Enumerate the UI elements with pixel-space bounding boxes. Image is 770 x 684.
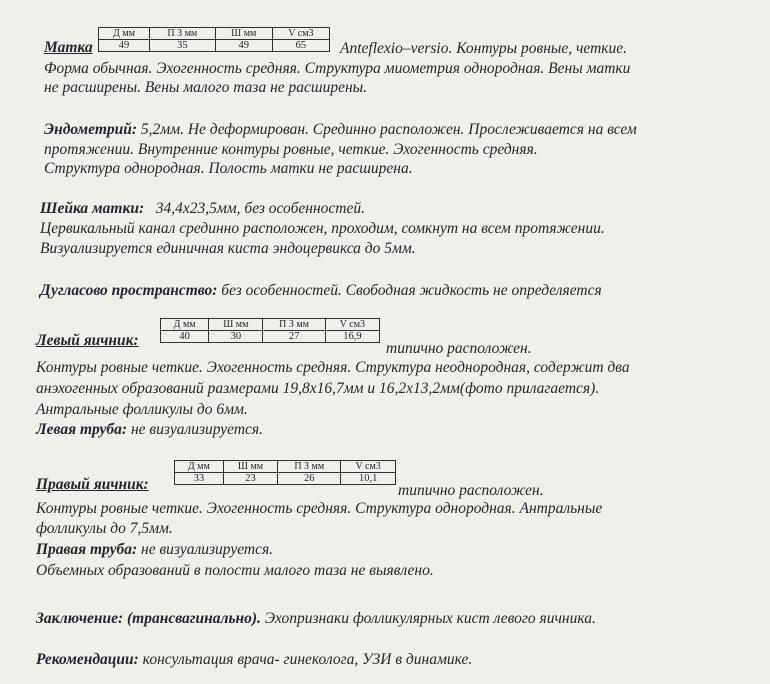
left-ovary-label: Левый яичник: bbox=[36, 332, 139, 349]
right-tube-text: не визуализируется. bbox=[141, 541, 274, 558]
table-cell: 27 bbox=[263, 331, 325, 343]
table-header: V см3 bbox=[341, 461, 396, 473]
table-header: П З мм bbox=[149, 28, 215, 40]
table-header: Д мм bbox=[175, 461, 224, 473]
uterus-line-2: Форма обычная. Эхогенность средняя. Структура миометрия однородная. Вены матки bbox=[44, 60, 631, 77]
table-header: V см3 bbox=[325, 319, 379, 331]
table-cell: 30 bbox=[209, 331, 263, 343]
conclusion-text: Эхопризнаки фолликулярных кист левого яичника. bbox=[264, 610, 596, 627]
table-header: П З мм bbox=[263, 319, 325, 331]
table-cell: 65 bbox=[272, 40, 329, 52]
right-ovary-measurements-table bbox=[174, 460, 396, 485]
endometrium-label: Эндометрий: bbox=[44, 121, 138, 138]
uterus-line-3: не расширены. Вены малого таза не расширены. bbox=[44, 79, 368, 96]
left-ovary-line-4: Антральные фолликулы до 6мм. bbox=[36, 401, 248, 418]
table-cell: 35 bbox=[149, 40, 215, 52]
endometrium-line-1: 5,2мм. Не деформирован. Срединно расположен. Прослеживается на всем bbox=[140, 121, 637, 138]
table-cell: 26 bbox=[278, 473, 341, 485]
table-cell: 49 bbox=[99, 40, 150, 52]
table-header: Ш мм bbox=[209, 319, 263, 331]
right-ovary-line-2: Контуры ровные четкие. Эхогенность средняя. Структура однородная. Антральные bbox=[36, 500, 603, 517]
table-header: Ш мм bbox=[215, 28, 272, 40]
conclusion-label: Заключение: (трансвагинально). bbox=[36, 610, 261, 627]
left-ovary-line-2: Контуры ровные четкие. Эхогенность средняя. Структура неоднородная, содержит два bbox=[36, 359, 630, 376]
table-cell: 33 bbox=[175, 473, 224, 485]
right-ovary-line-3: фолликулы до 7,5мм. bbox=[36, 520, 173, 537]
right-tube-label: Правая труба: bbox=[36, 541, 138, 558]
cervix-label: Шейка матки: bbox=[40, 200, 145, 217]
right-ovary-label: Правый яичник: bbox=[36, 476, 149, 493]
recommendations-text: консультация врача- гинеколога, УЗИ в динамике. bbox=[142, 651, 473, 668]
douglas-text: без особенностей. Свободная жидкость не определяется bbox=[221, 282, 602, 299]
right-ovary-inline-text: типично расположен. bbox=[398, 482, 544, 499]
table-header: Ш мм bbox=[223, 461, 278, 473]
endometrium-line-2: протяжении. Внутренние контуры ровные, четкие. Эхогенность средняя. bbox=[44, 141, 538, 158]
left-tube-text: не визуализируется. bbox=[130, 421, 264, 438]
left-ovary-line-3: анэхогенных образований размерами 19,8х16,7мм и 16,2х13,2мм(фото прилагается). bbox=[36, 380, 600, 397]
douglas-label: Дугласово пространство: bbox=[40, 282, 218, 299]
table-header: V см3 bbox=[272, 28, 329, 40]
uterus-measurements-table bbox=[98, 27, 330, 52]
table-cell: 40 bbox=[161, 331, 209, 343]
table-cell: 23 bbox=[223, 473, 278, 485]
table-cell: 49 bbox=[215, 40, 272, 52]
uterus-label: Матка bbox=[44, 39, 93, 56]
uterus-inline-text: Anteflexio–versio. Контуры ровные, четкие. bbox=[340, 40, 628, 57]
table-header: Д мм bbox=[99, 28, 150, 40]
left-ovary-measurements-table bbox=[160, 318, 380, 343]
left-tube-label: Левая труба: bbox=[36, 421, 128, 438]
endometrium-line-3: Структура однородная. Полость матки не расширена. bbox=[44, 160, 413, 177]
table-cell: 16,9 bbox=[325, 331, 379, 343]
recommendations-label: Рекомендации: bbox=[36, 651, 139, 668]
cervix-line-3: Визуализируется единичная киста эндоцервикса до 5мм. bbox=[40, 240, 416, 257]
pelvis-note: Объемных образований в полости малого таза не выявлено. bbox=[36, 562, 434, 579]
table-header: П З мм bbox=[278, 461, 341, 473]
left-ovary-inline-text: типично расположен. bbox=[386, 340, 532, 357]
table-header: Д мм bbox=[161, 319, 209, 331]
table-cell: 10,1 bbox=[341, 473, 396, 485]
cervix-line-1: 34,4х23,5мм, без особенностей. bbox=[155, 200, 365, 217]
cervix-line-2: Цервикальный канал срединно расположен, проходим, сомкнут на всем протяжении. bbox=[40, 220, 605, 237]
